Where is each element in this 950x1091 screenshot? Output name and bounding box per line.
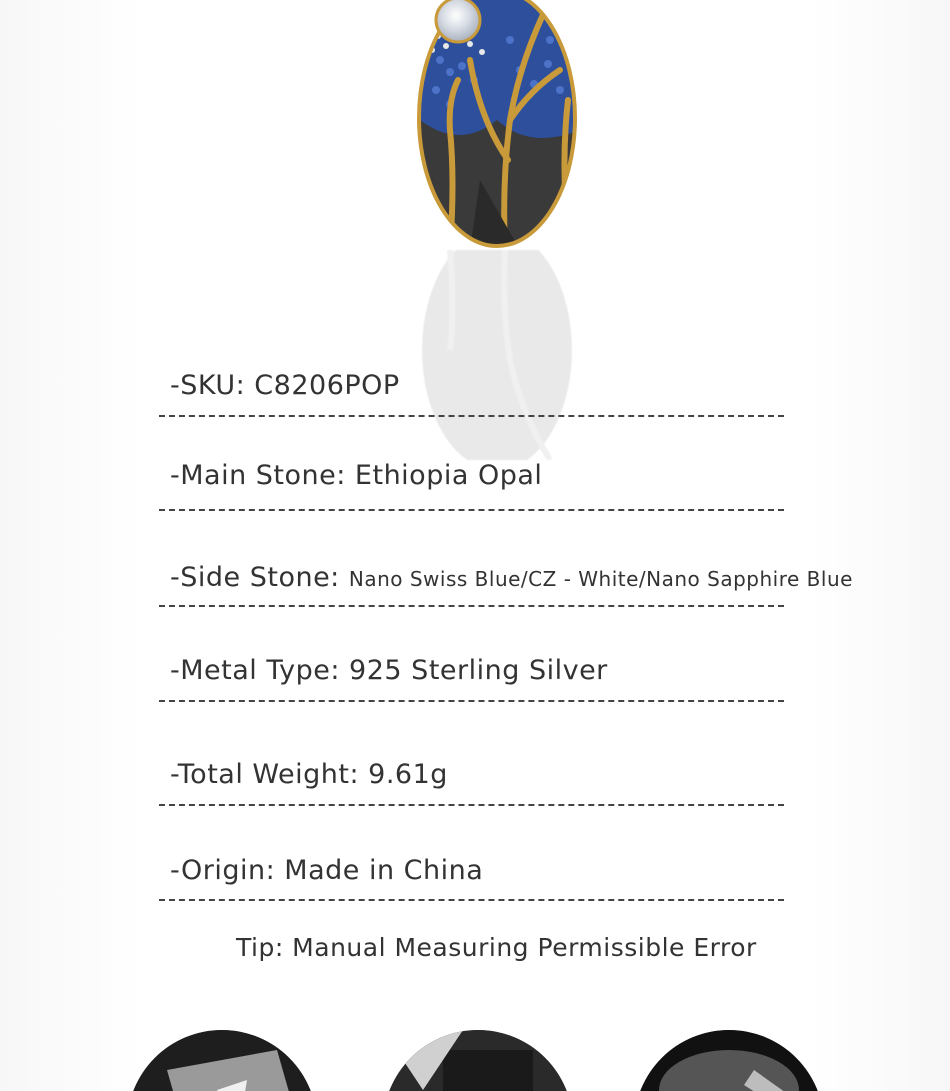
craft-photo-1 [127,1030,317,1091]
spec-main-stone: -Main Stone: Ethiopia Opal [170,460,543,491]
pendant-reflection [410,250,590,460]
divider [159,415,784,419]
pendant-image [410,0,590,250]
divider [159,804,784,808]
divider [159,700,784,704]
spec-side-stone-label: -Side Stone: [170,562,349,593]
spec-side-stone [170,562,853,593]
spec-side-stone-value: Nano Swiss Blue/CZ - White/Nano Sapphire Blue [348,567,853,591]
divider [159,605,784,609]
spec-origin: -Origin: Made in China [170,855,484,886]
divider [159,899,784,903]
spec-total-weight: -Total Weight: 9.61g [170,759,448,790]
craft-photo-2 [383,1030,573,1091]
spec-sku: -SKU: C8206POP [170,370,400,401]
spec-metal-type: -Metal Type: 925 Sterling Silver [170,655,608,686]
craft-photo-3 [634,1030,824,1091]
measurement-tip: Tip: Manual Measuring Permissible Error [236,933,757,962]
divider [159,509,784,513]
